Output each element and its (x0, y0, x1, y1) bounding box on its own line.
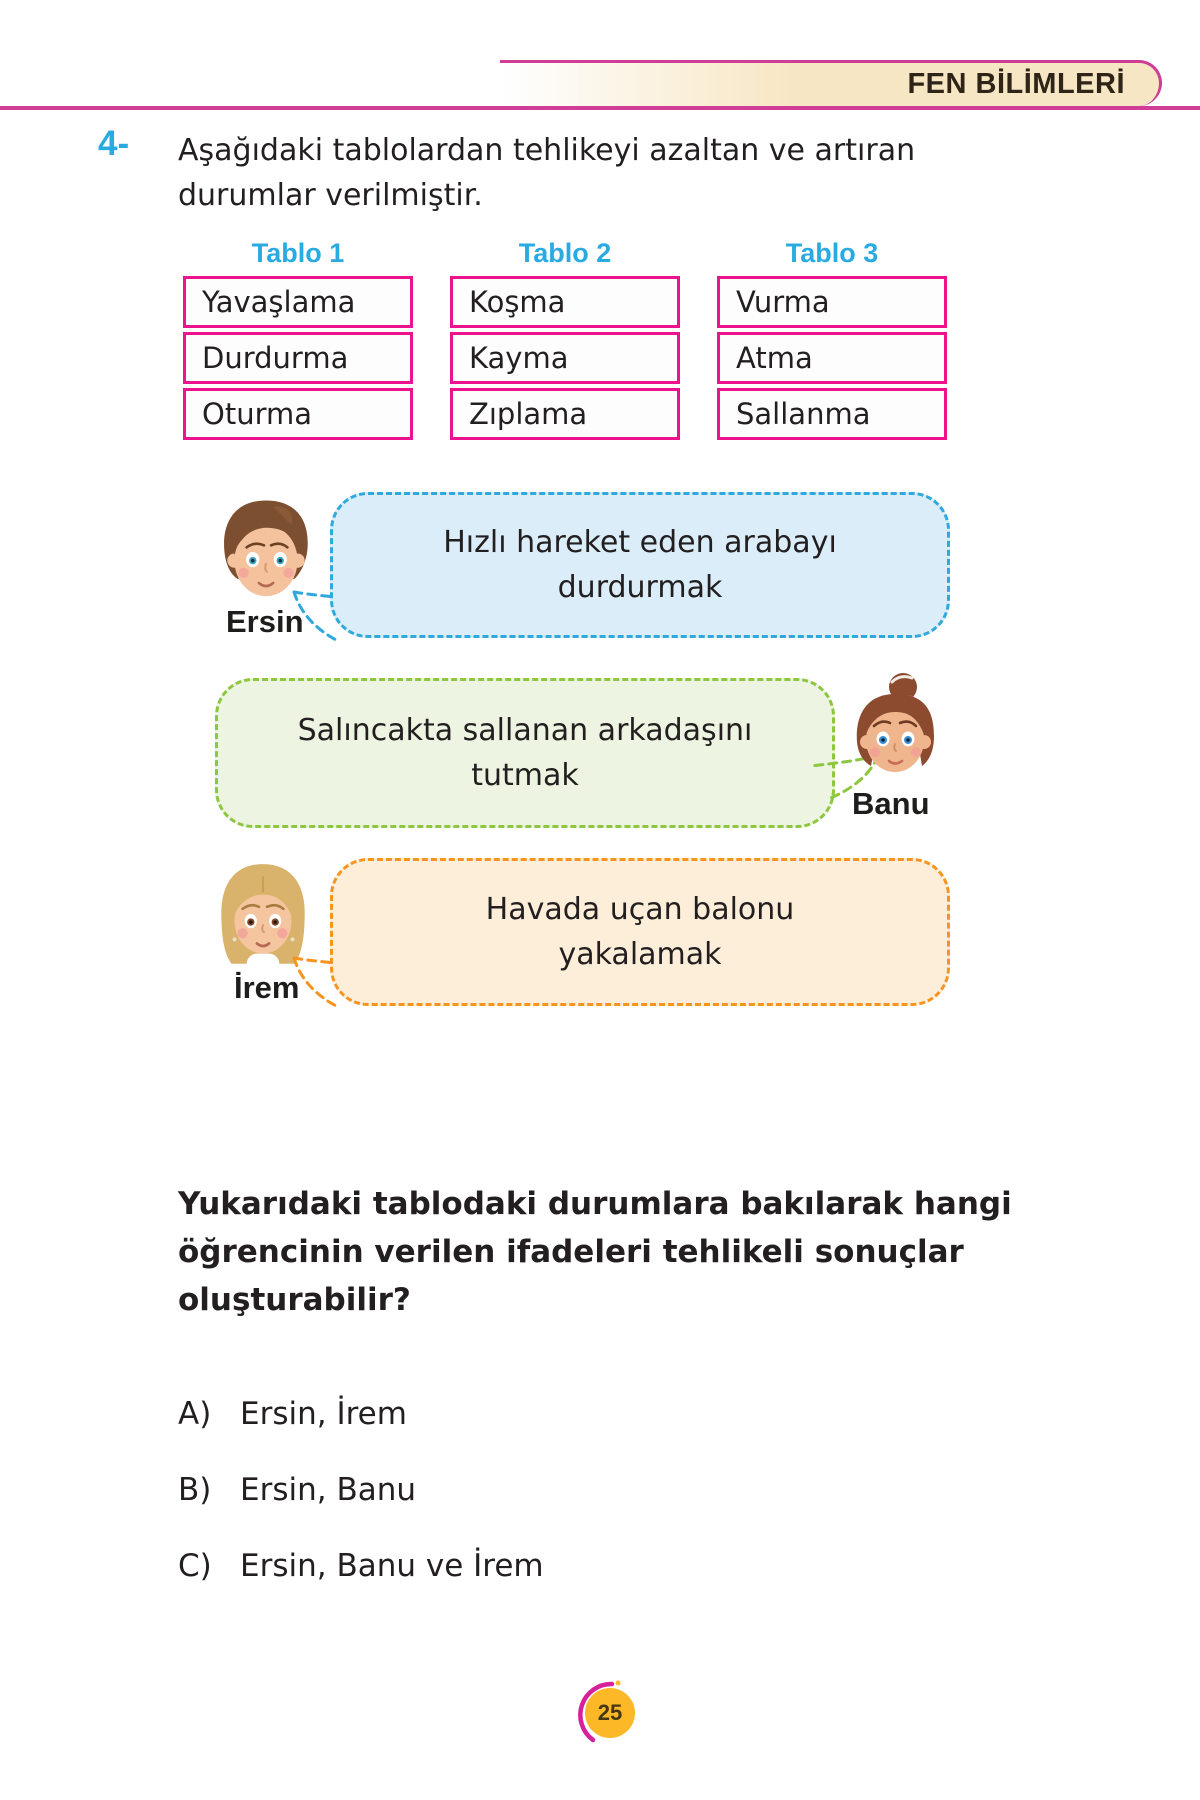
option-c-text: Ersin, Banu ve İrem (240, 1548, 544, 1584)
ersin-speech-line1: Hızlı hareket eden arabayı (443, 525, 837, 560)
answer-option-c (178, 1548, 544, 1584)
page-number-badge (585, 1688, 635, 1738)
option-c-letter: C) (178, 1548, 212, 1584)
option-a-text: Ersin, İrem (240, 1396, 407, 1432)
answer-option-b (178, 1472, 416, 1508)
irem-speech-line1: Havada uçan balonu (485, 892, 795, 927)
irem-speech-line2: yakalamak (558, 937, 722, 972)
banu-speech-bubble (215, 678, 835, 828)
subject-badge (500, 60, 1162, 106)
banu-speech-line1: Salıncakta sallanan arkadaşını (297, 713, 753, 748)
question-number: 4- (98, 124, 130, 163)
table-1-title: Tablo 1 (251, 238, 345, 268)
subject-label: FEN BİLİMLERİ (907, 68, 1125, 100)
table-3 (717, 238, 947, 444)
table-cell: Sallanma (717, 388, 947, 440)
answer-option-a (178, 1396, 407, 1432)
table-cell: Kayma (450, 332, 680, 384)
option-a-letter: A) (178, 1396, 212, 1432)
question-body-text: Yukarıdaki tablodaki durumlara bakılarak hangi öğrencinin verilen ifadeleri tehlikeli sonuçlar oluşturabilir? (178, 1186, 1012, 1319)
option-b-letter: B) (178, 1472, 212, 1508)
table-2 (450, 238, 680, 444)
table-cell: Koşma (450, 276, 680, 328)
table-cell: Zıplama (450, 388, 680, 440)
option-b-text: Ersin, Banu (240, 1472, 417, 1508)
question-intro-text: Aşağıdaki tablolardan tehlikeyi azaltan ve artıran durumlar verilmiştir. (178, 133, 916, 213)
ersin-name-label: Ersin (226, 604, 304, 639)
header-divider-line (0, 106, 1200, 110)
banu-speech-line2: tutmak (471, 758, 579, 793)
page-number: 25 (597, 1700, 623, 1725)
banu-avatar-icon (840, 672, 950, 794)
table-2-title: Tablo 2 (518, 238, 612, 268)
irem-name-label: İrem (234, 970, 300, 1005)
ersin-speech-line2: durdurmak (557, 570, 723, 605)
table-cell: Vurma (717, 276, 947, 328)
table-cell: Atma (717, 332, 947, 384)
ersin-speech-bubble (330, 492, 950, 638)
table-cell: Yavaşlama (183, 276, 413, 328)
banu-name-label: Banu (852, 786, 930, 821)
table-3-title: Tablo 3 (785, 238, 879, 268)
table-1 (183, 238, 413, 444)
table-cell: Oturma (183, 388, 413, 440)
irem-speech-bubble (330, 858, 950, 1006)
table-cell: Durdurma (183, 332, 413, 384)
